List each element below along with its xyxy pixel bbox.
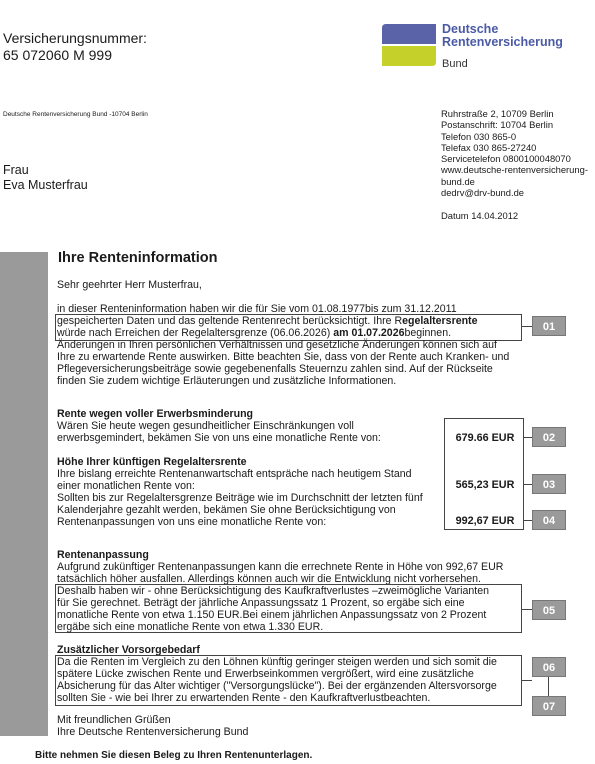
amount-value: 679.66 EUR bbox=[455, 432, 515, 444]
intro-bold: am 01.07.2026 bbox=[333, 327, 405, 339]
contact-line: Postanschrift: 10704 Berlin bbox=[441, 119, 554, 131]
highlight-box-01 bbox=[55, 314, 522, 341]
intro-text: gespeicherten Daten und das geltende Rentenrecht berücksichtigt. Ihre R bbox=[57, 315, 403, 327]
section-line: erwerbsgemindert, bekämen Sie von uns eine monatliche Rente von: bbox=[57, 432, 381, 444]
section-line: Ihre bislang erreichte Rentenanwartschaft entspräche nach heutigem Stand bbox=[57, 468, 412, 480]
insurance-number-label: Versicherungsnummer: bbox=[3, 30, 147, 46]
connector-line bbox=[522, 680, 532, 681]
page-title: Ihre Renteninformation bbox=[58, 250, 218, 266]
marker-04: 04 bbox=[532, 510, 566, 530]
recipient-name: Eva Musterfrau bbox=[3, 178, 88, 192]
greeting: Sehr geehrter Herr Musterfrau, bbox=[57, 279, 202, 291]
section-line: monatliche Rente von etwa 1.150 EUR.Bei einem jährlichen Anpassungssatz von 2 Prozent bbox=[57, 609, 487, 621]
footer-note: Bitte nehmen Sie diesen Beleg zu Ihren Rentenunterlagen. bbox=[35, 750, 313, 761]
intro-line: Pflegeversicherungsbeiträge sowie gegebenenfalls Steuernzu zahlen sind. Auf der Rückseite bbox=[57, 363, 493, 375]
contact-line: Telefax 030 865-27240 bbox=[441, 141, 537, 153]
insurance-number-block bbox=[3, 30, 147, 64]
section-line: für Sie gerechnet. Beträgt der jährliche Anpassungssatz 1 Prozent, so ergäbe sich eine bbox=[57, 597, 465, 609]
section-heading: Zusätzlicher Vorsorgebedarf bbox=[57, 644, 200, 656]
marker-02: 02 bbox=[532, 427, 566, 447]
contact-line: Ruhrstraße 2, 10709 Berlin bbox=[441, 108, 554, 119]
insurance-number: 65 072060 M 999 bbox=[3, 47, 112, 63]
section-heading: Höhe Ihrer künftigen Regelaltersrente bbox=[57, 456, 247, 468]
section-line: ergäbe sich eine monatliche Rente von etwa 1.330 EUR. bbox=[57, 621, 324, 633]
section-line: Wären Sie heute wegen gesundheitlicher Einschränkungen voll bbox=[57, 420, 354, 432]
marker-03: 03 bbox=[532, 474, 566, 494]
recipient-address bbox=[3, 163, 88, 193]
section-line: Rentenanpassungen von uns eine monatliche Rente von: bbox=[57, 516, 327, 528]
marker-01: 01 bbox=[532, 316, 566, 336]
amount-value: 565,23 EUR bbox=[455, 479, 515, 491]
marker-05: 05 bbox=[532, 600, 566, 620]
contact-line: bund.de bbox=[441, 175, 475, 187]
logo-line2: Rentenversicherung bbox=[442, 35, 563, 49]
section-heading: Rente wegen voller Erwerbsminderung bbox=[57, 408, 254, 420]
connector-line bbox=[524, 437, 532, 438]
drv-logo-text bbox=[442, 23, 563, 49]
section-line: Sollten bis zur Regelaltersgrenze Beiträge wie im Durchschnitt der letzten fünf bbox=[57, 492, 423, 504]
contact-line: Telefon 030 865-0 bbox=[441, 130, 517, 142]
intro-text: beginnen. bbox=[404, 327, 452, 339]
closing: Mit freundlichen Grüßen bbox=[57, 714, 171, 726]
marker-06: 06 bbox=[532, 657, 566, 677]
section-line: einer monatlichen Rente von: bbox=[57, 480, 195, 492]
marker-07: 07 bbox=[532, 696, 566, 716]
amount-value: 992,67 EUR bbox=[455, 515, 515, 527]
connector-line bbox=[524, 484, 532, 485]
section-line: Absicherung für das Alter wichtiger ("Versorgungslücke"). Bei der ergänzenden Altersvorsorge bbox=[57, 680, 497, 692]
connector-line bbox=[548, 676, 549, 696]
contact-line: Servicetelefon 0800100048070 bbox=[441, 153, 571, 165]
section-heading: Rentenanpassung bbox=[57, 549, 149, 561]
drv-logo-icon bbox=[382, 22, 438, 68]
section-line: Deshalb haben wir - ohne Berücksichtigung des Kaufkraftverlustes –zweimögliche Varianten bbox=[57, 585, 490, 597]
connector-line bbox=[524, 520, 532, 521]
sender-line: Deutsche Rentenversicherung Bund -10704 Berlin bbox=[3, 111, 148, 118]
logo-bund: Bund bbox=[442, 58, 468, 70]
date: Datum 14.04.2012 bbox=[441, 210, 519, 222]
recipient-salutation: Frau bbox=[3, 163, 29, 177]
contact-line: dedrv@drv-bund.de bbox=[441, 187, 525, 199]
section-line: Da die Renten im Vergleich zu den Löhnen künftig geringer steigen werden und sich somit die bbox=[57, 656, 497, 668]
section-line: sollten Sie - wie bei Ihrer zu erwartenden Rente - den Kaufkraftverlustbeachten. bbox=[57, 692, 431, 704]
intro-line: in dieser Renteninformation haben wir die für Sie vom 01.08.1977bis zum 31.12.2011 bbox=[57, 303, 457, 315]
intro-line: finden Sie zudem wichtige Erläuterungen und zusätzliche Informationen. bbox=[57, 375, 397, 387]
connector-line bbox=[522, 609, 532, 610]
contact-line: www.deutsche-rentenversicherung- bbox=[441, 164, 588, 176]
section-line: spätere Lücke zwischen Rente und Erwerbseinkommen vergrößert, wird eine zusätzliche bbox=[57, 668, 474, 680]
intro-text: würde nach Erreichen der Regelaltersgrenze (06.06.2026) bbox=[57, 327, 334, 339]
intro-bold: egelaltersrente bbox=[402, 315, 478, 327]
section-line: tatsächlich höher ausfallen. Allerdings können auch wir die Entwicklung nicht vorhersehen. bbox=[57, 573, 481, 585]
logo-line1: Deutsche bbox=[442, 22, 499, 36]
intro-line: Änderungen in Ihren persönlichen Verhältnissen und gesetzliche Änderungen können sich auf bbox=[57, 339, 497, 351]
contact-block bbox=[441, 108, 593, 222]
closing-signature: Ihre Deutsche Rentenversicherung Bund bbox=[57, 726, 249, 738]
section-line: Aufgrund zukünftiger Rentenanpassungen kann die errechnete Rente in Höhe von 992,67 EUR bbox=[57, 561, 504, 573]
intro-line: Ihre zu erwartende Rente auswirken. Bitte beachten Sie, dass von der Rente auch Kranken- und bbox=[57, 351, 510, 363]
connector-line bbox=[522, 326, 532, 327]
sidebar-bar bbox=[0, 252, 48, 736]
section-line: Kalenderjahre gezahlt werden, bekämen Sie ohne Berücksichtigung von bbox=[57, 504, 396, 516]
